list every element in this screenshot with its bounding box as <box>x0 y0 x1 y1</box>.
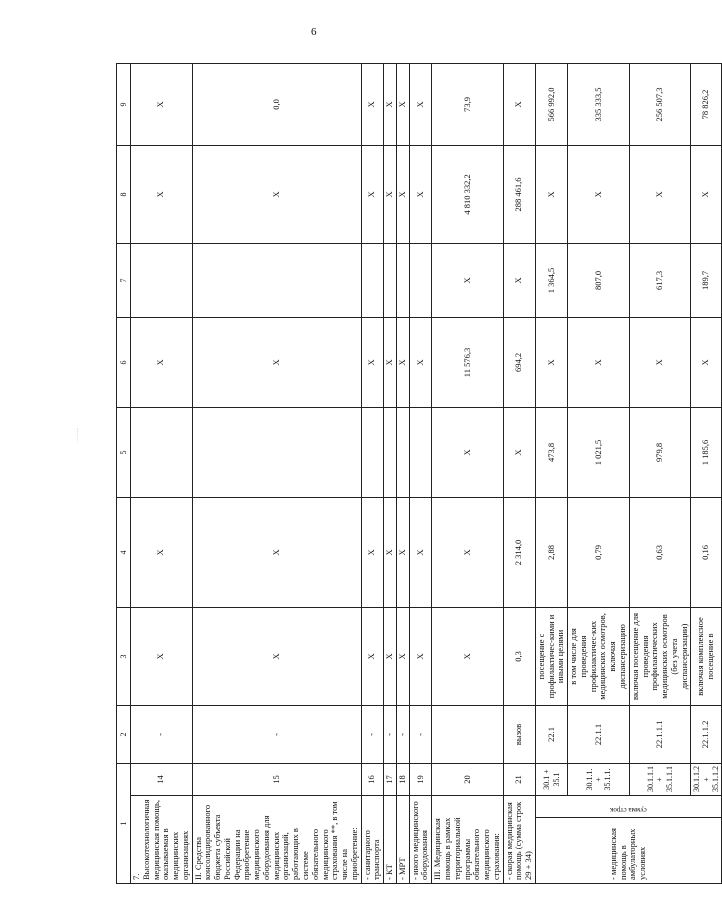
cell: 288 461,6 <box>503 145 535 243</box>
line-number: 17 <box>384 763 397 795</box>
header-col-6: 6 <box>117 317 131 407</box>
cell: 11 576,3 <box>432 317 503 407</box>
unit: - <box>192 705 361 763</box>
cell <box>409 243 432 317</box>
cell <box>192 407 361 497</box>
line-number: 15 <box>192 763 361 795</box>
line-number: 19 <box>409 763 432 795</box>
cell: X <box>192 497 361 607</box>
cell: X <box>691 145 722 243</box>
cell: X <box>503 63 535 145</box>
unit: посещение с профилактичес-кими и иными целями <box>535 607 567 705</box>
cell: X <box>361 63 384 145</box>
table-row <box>568 63 630 883</box>
table-row <box>384 63 397 883</box>
line-number: 22.1.1.1 <box>629 705 691 763</box>
table-row <box>409 63 432 883</box>
cell: 1 021,5 <box>568 407 630 497</box>
header-col-1: 1 <box>117 763 131 883</box>
cell: X <box>131 607 193 705</box>
cell: X <box>384 317 397 407</box>
cell <box>384 243 397 317</box>
cell: X <box>503 407 535 497</box>
line-number: 22.1.1 <box>568 705 630 763</box>
scan-speck <box>77 428 81 442</box>
rotated-table-wrapper <box>116 64 720 884</box>
cell: X <box>691 317 722 407</box>
cell: X <box>384 63 397 145</box>
header-col-4: 4 <box>117 497 131 607</box>
cell: X <box>535 317 567 407</box>
cell: X <box>568 317 630 407</box>
cell: X <box>131 317 193 407</box>
cell: 566 992,0 <box>535 63 567 145</box>
cell <box>131 243 193 317</box>
header-row <box>117 63 131 883</box>
cell: 73,9 <box>432 63 503 145</box>
cell <box>192 243 361 317</box>
row-name: III. Медицинская помощь в рамках территориальной программы обязательного медицинского страхования: <box>432 796 503 884</box>
table-row <box>396 63 409 883</box>
cell: X <box>432 607 503 705</box>
cell: X <box>432 497 503 607</box>
cell: 694,2 <box>503 317 535 407</box>
cell: 78 826,2 <box>691 63 722 145</box>
cell: X <box>192 607 361 705</box>
cell: X <box>396 145 409 243</box>
cell: X <box>131 497 193 607</box>
page-number: 6 <box>311 26 317 38</box>
sum-code: 30.1.1. + 35.1.1. <box>568 763 630 795</box>
cell: 2 314,0 <box>503 497 535 607</box>
row-name: - скорая медицинская помощь (сумма строк 29 + 34) <box>503 796 535 884</box>
cell: X <box>409 317 432 407</box>
cell: 0,63 <box>629 497 691 607</box>
cell: X <box>432 407 503 497</box>
row-name: - санитарного транспорта <box>361 796 384 884</box>
sum-code: 30.1.1.1 + 35.1.1.1 <box>629 763 691 795</box>
ambulatory-label: - медицинская помощь в амбулаторных условиях <box>535 818 721 884</box>
table-row <box>629 63 691 883</box>
table-row <box>535 63 567 883</box>
cell: X <box>384 607 397 705</box>
table-row <box>131 63 193 883</box>
cell: X <box>384 497 397 607</box>
cell: 1 185,6 <box>691 407 722 497</box>
unit: включая посещение для проведения профилактических медицинских осмотров (без учета диспансеризации) <box>629 607 691 705</box>
group-label-cell <box>535 796 721 818</box>
table-row <box>361 63 384 883</box>
cell: X <box>396 63 409 145</box>
cell: X <box>361 145 384 243</box>
cell: 0,3 <box>503 607 535 705</box>
cell: X <box>409 145 432 243</box>
line-number: 22.1 <box>535 705 567 763</box>
unit: - <box>396 705 409 763</box>
cell: X <box>361 607 384 705</box>
header-col-7: 7 <box>117 243 131 317</box>
cell: 0,0 <box>192 63 361 145</box>
cell: X <box>192 145 361 243</box>
header-col-3: 3 <box>117 607 131 705</box>
row-name: 7. Высокотехнологичная медицинская помощь, оказываемая в медицинских организациях <box>131 796 193 884</box>
cell: X <box>361 317 384 407</box>
cell: 807,0 <box>568 243 630 317</box>
sum-code: 30.1.1.2 + 35.1.1.2 <box>691 763 722 795</box>
cell: 256 507,3 <box>629 63 691 145</box>
header-col-5: 5 <box>117 407 131 497</box>
cell: X <box>396 317 409 407</box>
table-row <box>691 63 722 883</box>
cell: X <box>192 317 361 407</box>
table-row <box>192 63 361 883</box>
unit <box>432 705 503 763</box>
cell: 189,7 <box>691 243 722 317</box>
row-name: - иного медицинского оборудования <box>409 796 432 884</box>
line-number: 20 <box>432 763 503 795</box>
cell: X <box>384 145 397 243</box>
cell: X <box>629 317 691 407</box>
cell: X <box>629 145 691 243</box>
cell <box>396 243 409 317</box>
cell <box>361 407 384 497</box>
line-number: 21 <box>503 763 535 795</box>
table-row <box>503 63 535 883</box>
cell: 4 810 332,2 <box>432 145 503 243</box>
cell: 473,8 <box>535 407 567 497</box>
table-row <box>432 63 503 883</box>
cell: X <box>131 145 193 243</box>
cell: X <box>432 243 503 317</box>
cell <box>396 407 409 497</box>
cell: 617,3 <box>629 243 691 317</box>
cell: 2,88 <box>535 497 567 607</box>
header-col-8: 8 <box>117 145 131 243</box>
cell: X <box>568 145 630 243</box>
unit: - <box>131 705 193 763</box>
line-number: 18 <box>396 763 409 795</box>
cell: 0,79 <box>568 497 630 607</box>
header-col-2: 2 <box>117 705 131 763</box>
cell: X <box>409 607 432 705</box>
cell: X <box>409 497 432 607</box>
line-number: 14 <box>131 763 193 795</box>
cell <box>361 243 384 317</box>
cell: 979,8 <box>629 407 691 497</box>
cell: X <box>396 607 409 705</box>
cell <box>131 407 193 497</box>
cell: X <box>396 497 409 607</box>
cell: X <box>409 63 432 145</box>
line-number: 16 <box>361 763 384 795</box>
group-label: сумма строк <box>610 806 647 814</box>
header-col-9: 9 <box>117 63 131 145</box>
row-name: - МРТ <box>396 796 409 884</box>
row-name: - КТ <box>384 796 397 884</box>
unit: - <box>384 705 397 763</box>
unit: в том числе для проведения профилактичес-ких медицинских осмотров, включая диспансеризацию <box>568 607 630 705</box>
cell: 1 364,5 <box>535 243 567 317</box>
row-name: II. Средства консолидированного бюджета субъекта Российской Федерации на приобретение медицинского оборудования для медицинских организаций, работающих в системе обязательного медицинского страхования **, в том числе на приобретение: <box>192 796 361 884</box>
cell: X <box>535 145 567 243</box>
cell: X <box>131 63 193 145</box>
cell: X <box>361 497 384 607</box>
cell: 335 333,5 <box>568 63 630 145</box>
medical-program-table <box>116 63 722 884</box>
unit: включая комплексное посещение в <box>691 607 722 705</box>
unit: - <box>409 705 432 763</box>
cell <box>409 407 432 497</box>
unit: - <box>361 705 384 763</box>
cell: 0,16 <box>691 497 722 607</box>
cell: X <box>503 243 535 317</box>
line-number: 22.1.1.2 <box>691 705 722 763</box>
cell <box>384 407 397 497</box>
unit: вызов <box>503 705 535 763</box>
sum-code: 30.1 + 35.1 <box>535 763 567 795</box>
